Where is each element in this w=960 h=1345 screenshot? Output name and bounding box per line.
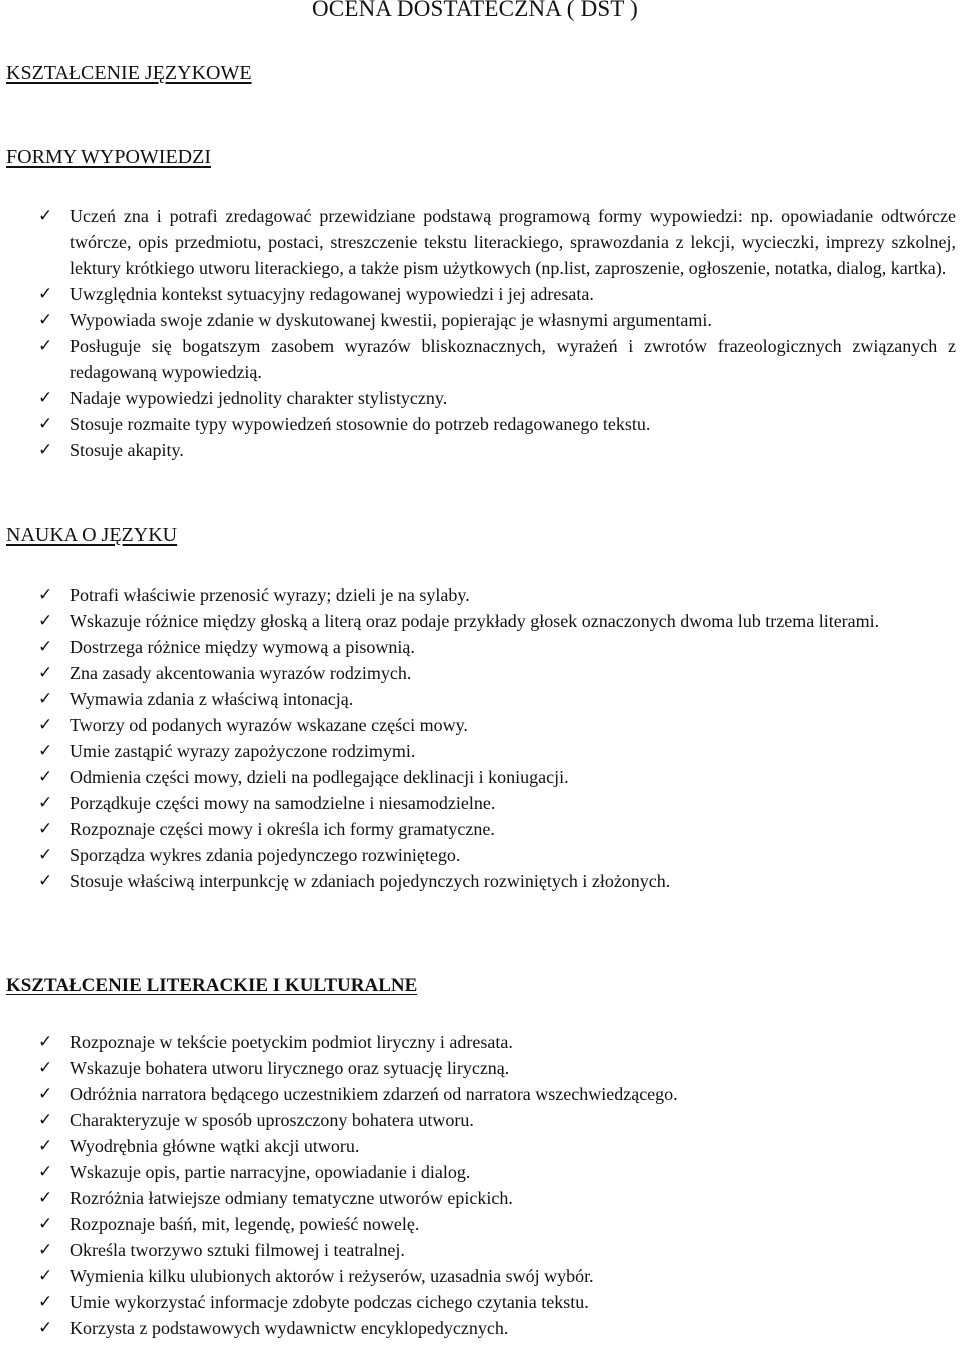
list-item bbox=[0, 660, 960, 686]
list-item bbox=[0, 686, 960, 712]
check-icon: ✓ bbox=[38, 284, 53, 304]
list-item bbox=[0, 712, 960, 738]
list-nauka-o-jezyku bbox=[0, 582, 960, 894]
subheading-nauka-o-jezyku: NAUKA O JĘZYKU bbox=[6, 524, 178, 546]
list-item-text: Wskazuje różnice między głoską a literą oraz podaje przykłady głosek oznaczonych dwoma lub trzema literami. bbox=[70, 611, 880, 631]
check-icon: ✓ bbox=[38, 1318, 53, 1338]
check-icon: ✓ bbox=[38, 1240, 53, 1260]
check-icon: ✓ bbox=[38, 637, 53, 657]
list-item-text: Nadaje wypowiedzi jednolity charakter stylistyczny. bbox=[70, 388, 448, 408]
list-item-text: Charakteryzuje w sposób uproszczony bohatera utworu. bbox=[70, 1110, 474, 1130]
check-icon: ✓ bbox=[38, 819, 53, 839]
list-item-text: Rozpoznaje części mowy i określa ich formy gramatyczne. bbox=[70, 819, 495, 839]
list-item-text: Uwzględnia kontekst sytuacyjny redagowanej wypowiedzi i jej adresata. bbox=[70, 284, 594, 304]
list-item bbox=[0, 738, 960, 764]
check-icon: ✓ bbox=[38, 1058, 53, 1078]
list-item bbox=[0, 1263, 960, 1289]
list-item-text: Stosuje rozmaite typy wypowiedzeń stosownie do potrzeb redagowanego tekstu. bbox=[70, 414, 651, 434]
list-item-text: Rozróżnia łatwiejsze odmiany tematyczne utworów epickich. bbox=[70, 1188, 513, 1208]
list-item-text: Dostrzega różnice między wymową a pisownią. bbox=[70, 637, 415, 657]
list-item bbox=[0, 1029, 960, 1055]
list-item-text: Zna zasady akcentowania wyrazów rodzimych. bbox=[70, 663, 412, 683]
check-icon: ✓ bbox=[38, 663, 53, 683]
list-item bbox=[0, 816, 960, 842]
check-icon: ✓ bbox=[38, 1266, 53, 1286]
check-icon: ✓ bbox=[38, 689, 53, 709]
check-icon: ✓ bbox=[38, 845, 53, 865]
list-item-text: Wypowiada swoje zdanie w dyskutowanej kwestii, popierając je własnymi argumentami. bbox=[70, 310, 712, 330]
list-item-text: Określa tworzywo sztuki filmowej i teatralnej. bbox=[70, 1240, 405, 1260]
list-item-text: Wymawia zdania z właściwą intonacją. bbox=[70, 689, 354, 709]
check-icon: ✓ bbox=[38, 206, 53, 226]
list-item bbox=[0, 764, 960, 790]
list-item-text: Wymienia kilku ulubionych aktorów i reżyserów, uzasadnia swój wybór. bbox=[70, 1266, 594, 1286]
list-item bbox=[0, 1289, 960, 1315]
list-item-text: Sporządza wykres zdania pojedynczego rozwiniętego. bbox=[70, 845, 461, 865]
list-item-text: Umie wykorzystać informacje zdobyte podczas cichego czytania tekstu. bbox=[70, 1292, 589, 1312]
list-item bbox=[0, 1107, 960, 1133]
check-icon: ✓ bbox=[38, 793, 53, 813]
page-title: OCENA DOSTATECZNA ( DST ) bbox=[312, 0, 639, 21]
check-icon: ✓ bbox=[38, 1084, 53, 1104]
list-item bbox=[0, 1315, 960, 1341]
subheading-formy-wypowiedzi: FORMY WYPOWIEDZI bbox=[6, 146, 211, 168]
list-item bbox=[0, 634, 960, 660]
check-icon: ✓ bbox=[38, 741, 53, 761]
list-item bbox=[0, 333, 960, 385]
list-item-text: Stosuje akapity. bbox=[70, 440, 184, 460]
list-item-text: Wyodrębnia główne wątki akcji utworu. bbox=[70, 1136, 360, 1156]
list-item bbox=[0, 1133, 960, 1159]
check-icon: ✓ bbox=[38, 1162, 53, 1182]
list-item-text: Posługuje się bogatszym zasobem wyrazów bliskoznacznych, wyrażeń i zwrotów frazeologicznych związanych z redagowaną wypowiedzią. bbox=[70, 336, 956, 382]
list-item-text: Umie zastąpić wyrazy zapożyczone rodzimymi. bbox=[70, 741, 416, 761]
list-item bbox=[0, 868, 960, 894]
list-formy-wypowiedzi bbox=[0, 203, 960, 463]
check-icon: ✓ bbox=[38, 871, 53, 891]
check-icon: ✓ bbox=[38, 414, 53, 434]
check-icon: ✓ bbox=[38, 1188, 53, 1208]
check-icon: ✓ bbox=[38, 1214, 53, 1234]
check-icon: ✓ bbox=[38, 585, 53, 605]
list-item-text: Wskazuje opis, partie narracyjne, opowiadanie i dialog. bbox=[70, 1162, 471, 1182]
check-icon: ✓ bbox=[38, 1136, 53, 1156]
list-item-text: Tworzy od podanych wyrazów wskazane części mowy. bbox=[70, 715, 468, 735]
list-item bbox=[0, 842, 960, 868]
check-icon: ✓ bbox=[38, 715, 53, 735]
list-item bbox=[0, 281, 960, 307]
list-item bbox=[0, 411, 960, 437]
list-item bbox=[0, 307, 960, 333]
list-item bbox=[0, 385, 960, 411]
list-item-text: Wskazuje bohatera utworu lirycznego oraz sytuację liryczną. bbox=[70, 1058, 510, 1078]
list-item bbox=[0, 437, 960, 463]
list-item bbox=[0, 203, 960, 281]
list-literackie bbox=[0, 1029, 960, 1341]
list-item-text: Potrafi właściwie przenosić wyrazy; dzieli je na sylaby. bbox=[70, 585, 470, 605]
section-heading-literackie: KSZTAŁCENIE LITERACKIE I KULTURALNE bbox=[6, 975, 418, 996]
list-item-text: Rozpoznaje baśń, mit, legendę, powieść nowelę. bbox=[70, 1214, 420, 1234]
list-item-text: Korzysta z podstawowych wydawnictw encyklopedycznych. bbox=[70, 1318, 509, 1338]
list-item-text: Odróżnia narratora będącego uczestnikiem zdarzeń od narratora wszechwiedzącego. bbox=[70, 1084, 678, 1104]
section-heading-jezykowe: KSZTAŁCENIE JĘZYKOWE bbox=[6, 62, 252, 84]
check-icon: ✓ bbox=[38, 388, 53, 408]
list-item-text: Porządkuje części mowy na samodzielne i niesamodzielne. bbox=[70, 793, 496, 813]
list-item bbox=[0, 1055, 960, 1081]
check-icon: ✓ bbox=[38, 1032, 53, 1052]
list-item bbox=[0, 1237, 960, 1263]
list-item bbox=[0, 582, 960, 608]
check-icon: ✓ bbox=[38, 440, 53, 460]
list-item-text: Rozpoznaje w tekście poetyckim podmiot liryczny i adresata. bbox=[70, 1032, 513, 1052]
check-icon: ✓ bbox=[38, 767, 53, 787]
list-item bbox=[0, 1211, 960, 1237]
check-icon: ✓ bbox=[38, 1110, 53, 1130]
check-icon: ✓ bbox=[38, 611, 53, 631]
list-item-text: Uczeń zna i potrafi zredagować przewidziane podstawą programową formy wypowiedzi: np. opowiadanie odtwórcze twórcze, opis przedmiotu, postaci, streszczenie tekstu literackiego, sprawozdania z lekcji, wycieczki, imprezy szkolnej, lektury krótkiego utworu literackiego, a także pism użytkowych (np.list, zaproszenie, ogłoszenie, notatka, dialog, kartka). bbox=[70, 206, 956, 278]
list-item bbox=[0, 1159, 960, 1185]
list-item bbox=[0, 1081, 960, 1107]
list-item-text: Odmienia części mowy, dzieli na podlegające deklinacji i koniugacji. bbox=[70, 767, 569, 787]
check-icon: ✓ bbox=[38, 336, 53, 356]
list-item bbox=[0, 1185, 960, 1211]
list-item bbox=[0, 608, 960, 634]
check-icon: ✓ bbox=[38, 310, 53, 330]
list-item-text: Stosuje właściwą interpunkcję w zdaniach pojedynczych rozwiniętych i złożonych. bbox=[70, 871, 671, 891]
check-icon: ✓ bbox=[38, 1292, 53, 1312]
list-item bbox=[0, 790, 960, 816]
